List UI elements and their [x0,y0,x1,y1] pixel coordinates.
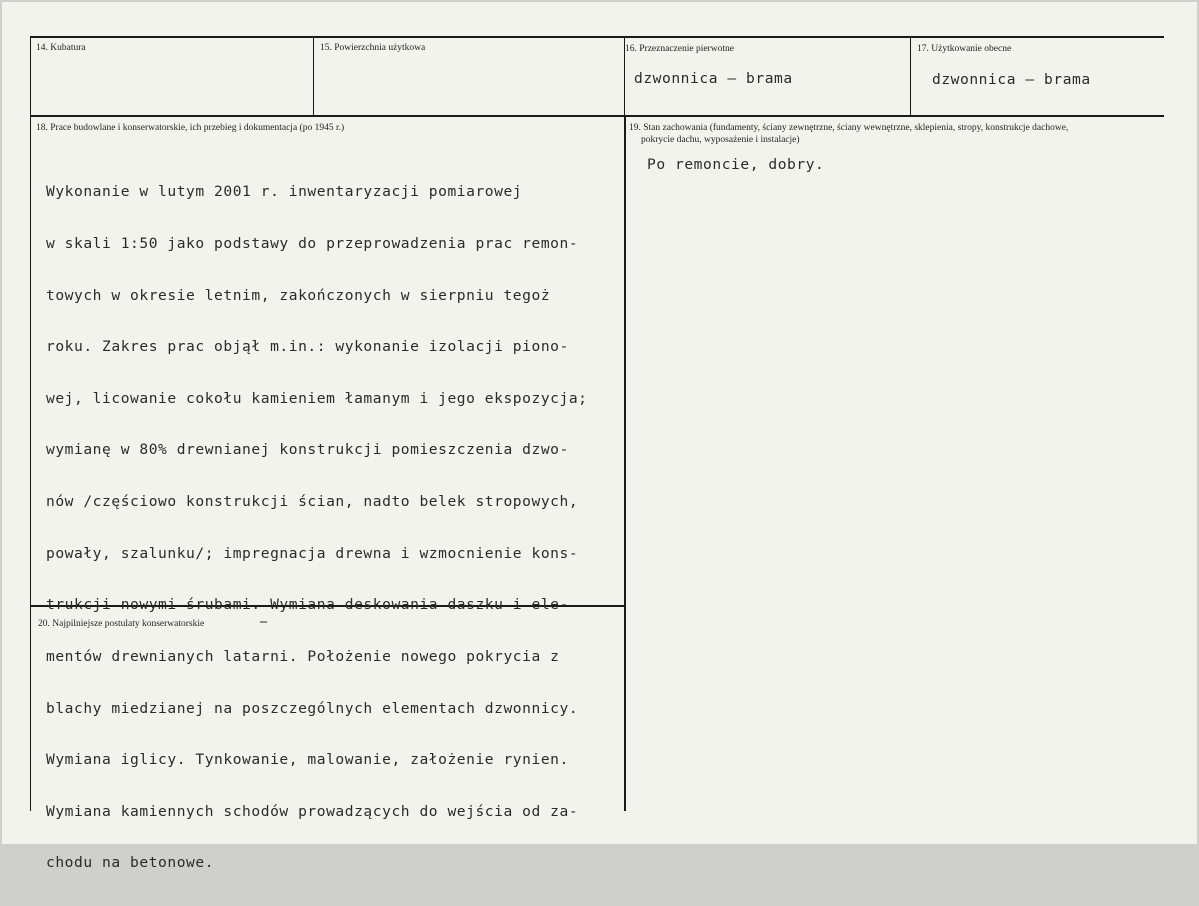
field-18-line: Wymiana kamiennych schodów prowadzących do wejścia od za- [46,802,579,820]
field-18-line: Wykonanie w lutym 2001 r. inwentaryzacji pomiarowej [46,183,523,201]
divider-14-15 [313,36,314,116]
field-18-line: mentów drewnianych latarni. Położenie nowego pokrycia z [46,647,560,665]
field-18-line: blachy miedzianej na poszczególnych elementach dzwonnicy. [46,699,579,717]
field-19-value: Po remoncie, dobry. [647,156,825,173]
record-card [2,2,1197,872]
field-20-value: – [260,614,267,629]
field-14-label: 14. Kubatura [36,43,86,53]
field-19-label-line1: 19. Stan zachowania (fundamenty, ściany zewnętrzne, ściany wewnętrzne, sklepienia, stropy, konstrukcje dachowe, [629,123,1069,133]
divider-16-17 [910,36,911,116]
field-18-line: roku. Zakres prac objął m.in.: wykonanie izolacji piono- [46,338,569,356]
field-16-value: dzwonnica – brama [634,70,793,87]
field-18-line: towych w okresie letnim, zakończonych w sierpniu tegoż [46,286,551,304]
field-19-label-line2: pokrycie dachu, wyposażenie i instalacje) [641,135,800,145]
top-rule [30,36,1164,38]
field-18-label: 18. Prace budowlane i konserwatorskie, ich przebieg i dokumentacja (po 1945 r.) [36,123,345,133]
field-18-line: trukcji nowymi śrubami. Wymiana deskowania daszku i ele- [46,596,569,614]
field-18-line: chodu na betonowe. [46,854,215,872]
field-18-line: wej, licowanie cokołu kamieniem łamanym i jego ekspozycja; [46,389,588,407]
field-18-line: Wymiana iglicy. Tynkowanie, malowanie, założenie rynien. [46,751,569,769]
field-18-line: nów /częściowo konstrukcji ścian, nadto belek stropowych, [46,493,579,511]
field-20-label: 20. Najpilniejsze postulaty konserwatorskie [38,619,205,629]
left-border [30,36,31,811]
field-18-text [46,149,646,906]
field-18-line: wymianę w 80% drewnianej konstrukcji pomieszczenia dzwo- [46,441,569,459]
field-15-label: 15. Powierzchnia użytkowa [320,43,426,53]
header-bottom-rule [30,115,1164,117]
field-18-line: powały, szalunku/; impregnacja drewna i wzmocnienie kons- [46,544,579,562]
field-17-label: 17. Użytkowanie obecne [917,44,1012,54]
field-17-value: dzwonnica – brama [932,71,1091,88]
field-18-line: w skali 1:50 jako podstawy do przeprowadzenia prac remon- [46,235,579,253]
field-16-label: 16. Przeznaczenie pierwotne [625,44,734,54]
